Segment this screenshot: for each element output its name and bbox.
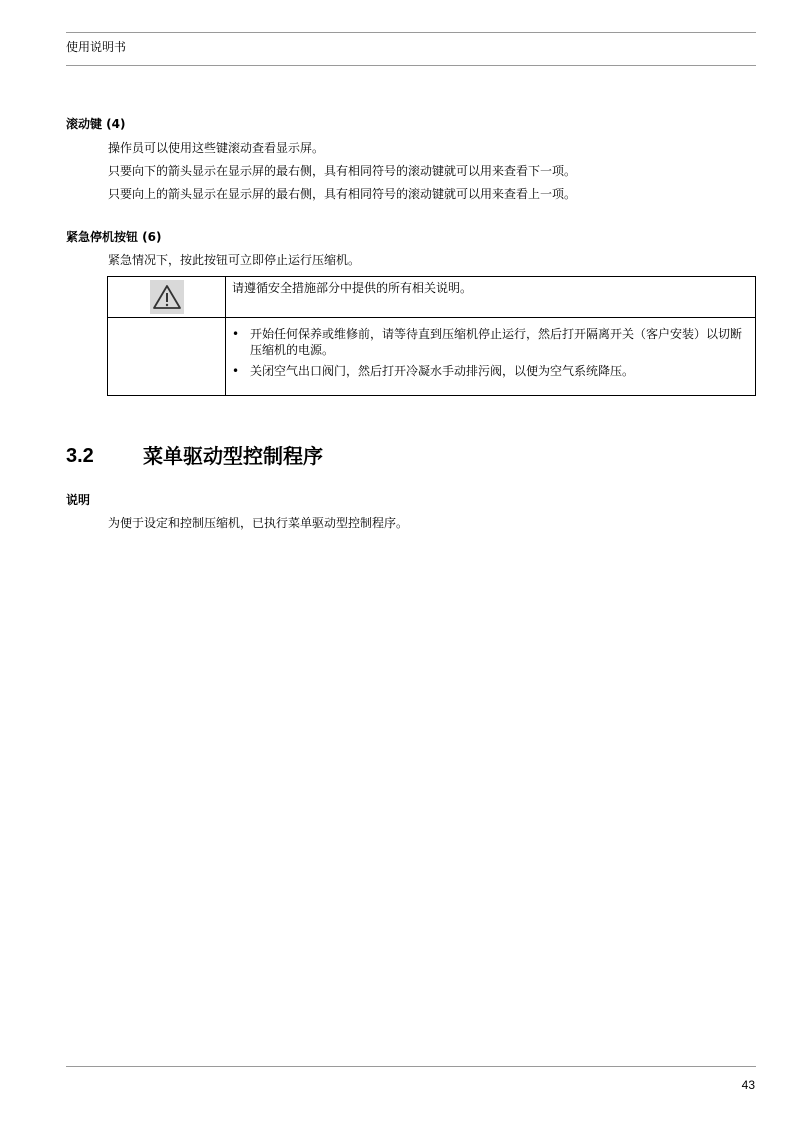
footer-rule — [66, 1066, 756, 1067]
safety-table-row — [108, 318, 756, 396]
header-title: 使用说明书 — [66, 40, 127, 54]
list-item — [232, 326, 749, 358]
emergency-stop-description: 紧急情况下，按此按钮可立即停止运行压缩机。 — [108, 253, 361, 267]
safety-bullet-list — [226, 318, 755, 379]
header-top-rule — [66, 32, 756, 33]
bullet-text: 开始任何保养或维修前，请等待直到压缩机停止运行，然后打开隔离开关（客户安装）以切断压缩机的电源。 — [250, 327, 743, 357]
description-heading: 说明 — [66, 493, 91, 507]
safety-icon-cell — [108, 277, 226, 318]
scroll-keys-line-2: 只要向下的箭头显示在显示屏的最右侧，具有相同符号的滚动键就可以用来查看下一项。 — [108, 164, 577, 178]
safety-bullets-cell — [226, 318, 756, 396]
bullet-icon: • — [232, 364, 240, 378]
section-title: 菜单驱动型控制程序 — [143, 444, 323, 468]
bullet-text: 关闭空气出口阀门，然后打开冷凝水手动排污阀，以便为空气系统降压。 — [250, 364, 635, 378]
list-item — [232, 363, 749, 379]
emergency-stop-heading: 紧急停机按钮 (6) — [66, 230, 162, 244]
warning-triangle-icon — [150, 280, 184, 314]
description-text: 为便于设定和控制压缩机，已执行菜单驱动型控制程序。 — [108, 516, 409, 530]
header-bottom-rule — [66, 65, 756, 66]
safety-table — [107, 276, 756, 396]
scroll-keys-heading: 滚动键 (4) — [66, 117, 126, 131]
section-number: 3.2 — [66, 445, 94, 467]
bullet-icon: • — [232, 327, 240, 341]
safety-note: 请遵循安全措施部分中提供的所有相关说明。 — [232, 281, 473, 295]
scroll-keys-line-1: 操作员可以使用这些键滚动查看显示屏。 — [108, 141, 325, 155]
scroll-keys-line-3: 只要向上的箭头显示在显示屏的最右侧，具有相同符号的滚动键就可以用来查看上一项。 — [108, 187, 577, 201]
safety-table-row — [108, 277, 756, 318]
page-number: 43 — [741, 1078, 755, 1092]
empty-cell — [108, 318, 226, 396]
safety-note-cell — [226, 277, 756, 318]
